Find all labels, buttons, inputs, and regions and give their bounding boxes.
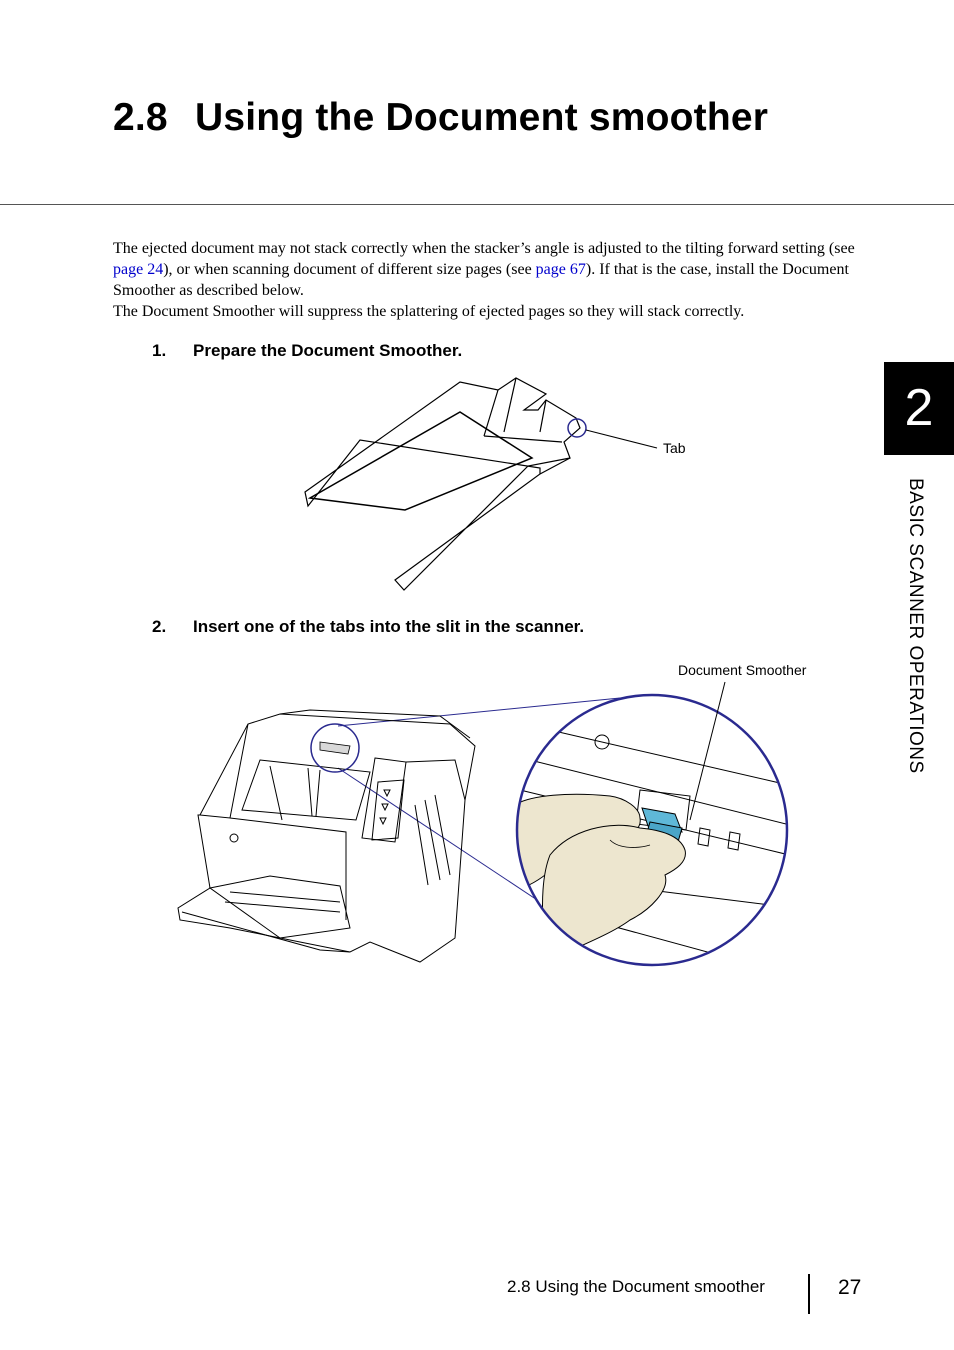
section-title: Using the Document smoother <box>195 96 769 139</box>
document-smoother-callout-label: Document Smoother <box>678 662 807 678</box>
page-number: 27 <box>838 1276 862 1299</box>
page-title <box>113 96 768 140</box>
step-1 <box>152 341 462 361</box>
intro-text-part: The ejected document may not stack correctly when the stacker’s angle is adjusted to the tilting forward setting (see <box>113 240 855 257</box>
footer-section-label: 2.8 Using the Document smoother <box>507 1277 765 1296</box>
page-24-link[interactable]: page 24 <box>113 261 164 278</box>
page-67-link[interactable]: page 67 <box>535 261 586 278</box>
chapter-title-vertical: BASIC SCANNER OPERATIONS <box>905 478 926 774</box>
document-smoother-illustration <box>300 370 700 595</box>
intro-text-part: ), or when scanning document of different size pages (see <box>163 261 536 278</box>
footer-divider <box>808 1274 810 1314</box>
scanner-insertion-illustration <box>170 680 810 980</box>
zoom-detail <box>510 690 810 980</box>
tab-callout-label: Tab <box>663 440 686 456</box>
step-text: Prepare the Document Smoother. <box>193 341 463 360</box>
tab-callout-line <box>586 430 657 448</box>
installed-smoother-small <box>320 742 350 754</box>
section-number: 2.8 <box>113 96 168 139</box>
intro-paragraph-1 <box>113 238 873 301</box>
step-2 <box>152 617 584 637</box>
title-divider <box>0 204 954 205</box>
step-text: Insert one of the tabs into the slit in the scanner. <box>193 617 585 636</box>
intro-text-part: ). If that is the case, install the Document Smoother as described below. <box>113 261 849 299</box>
chapter-tab: 2 <box>884 362 954 455</box>
step-number: 1. <box>152 341 167 360</box>
intro-paragraph-2: The Document Smoother will suppress the splattering of ejected pages so they will stack correctly. <box>113 303 745 320</box>
step-number: 2. <box>152 617 167 636</box>
intro-text <box>113 238 873 322</box>
